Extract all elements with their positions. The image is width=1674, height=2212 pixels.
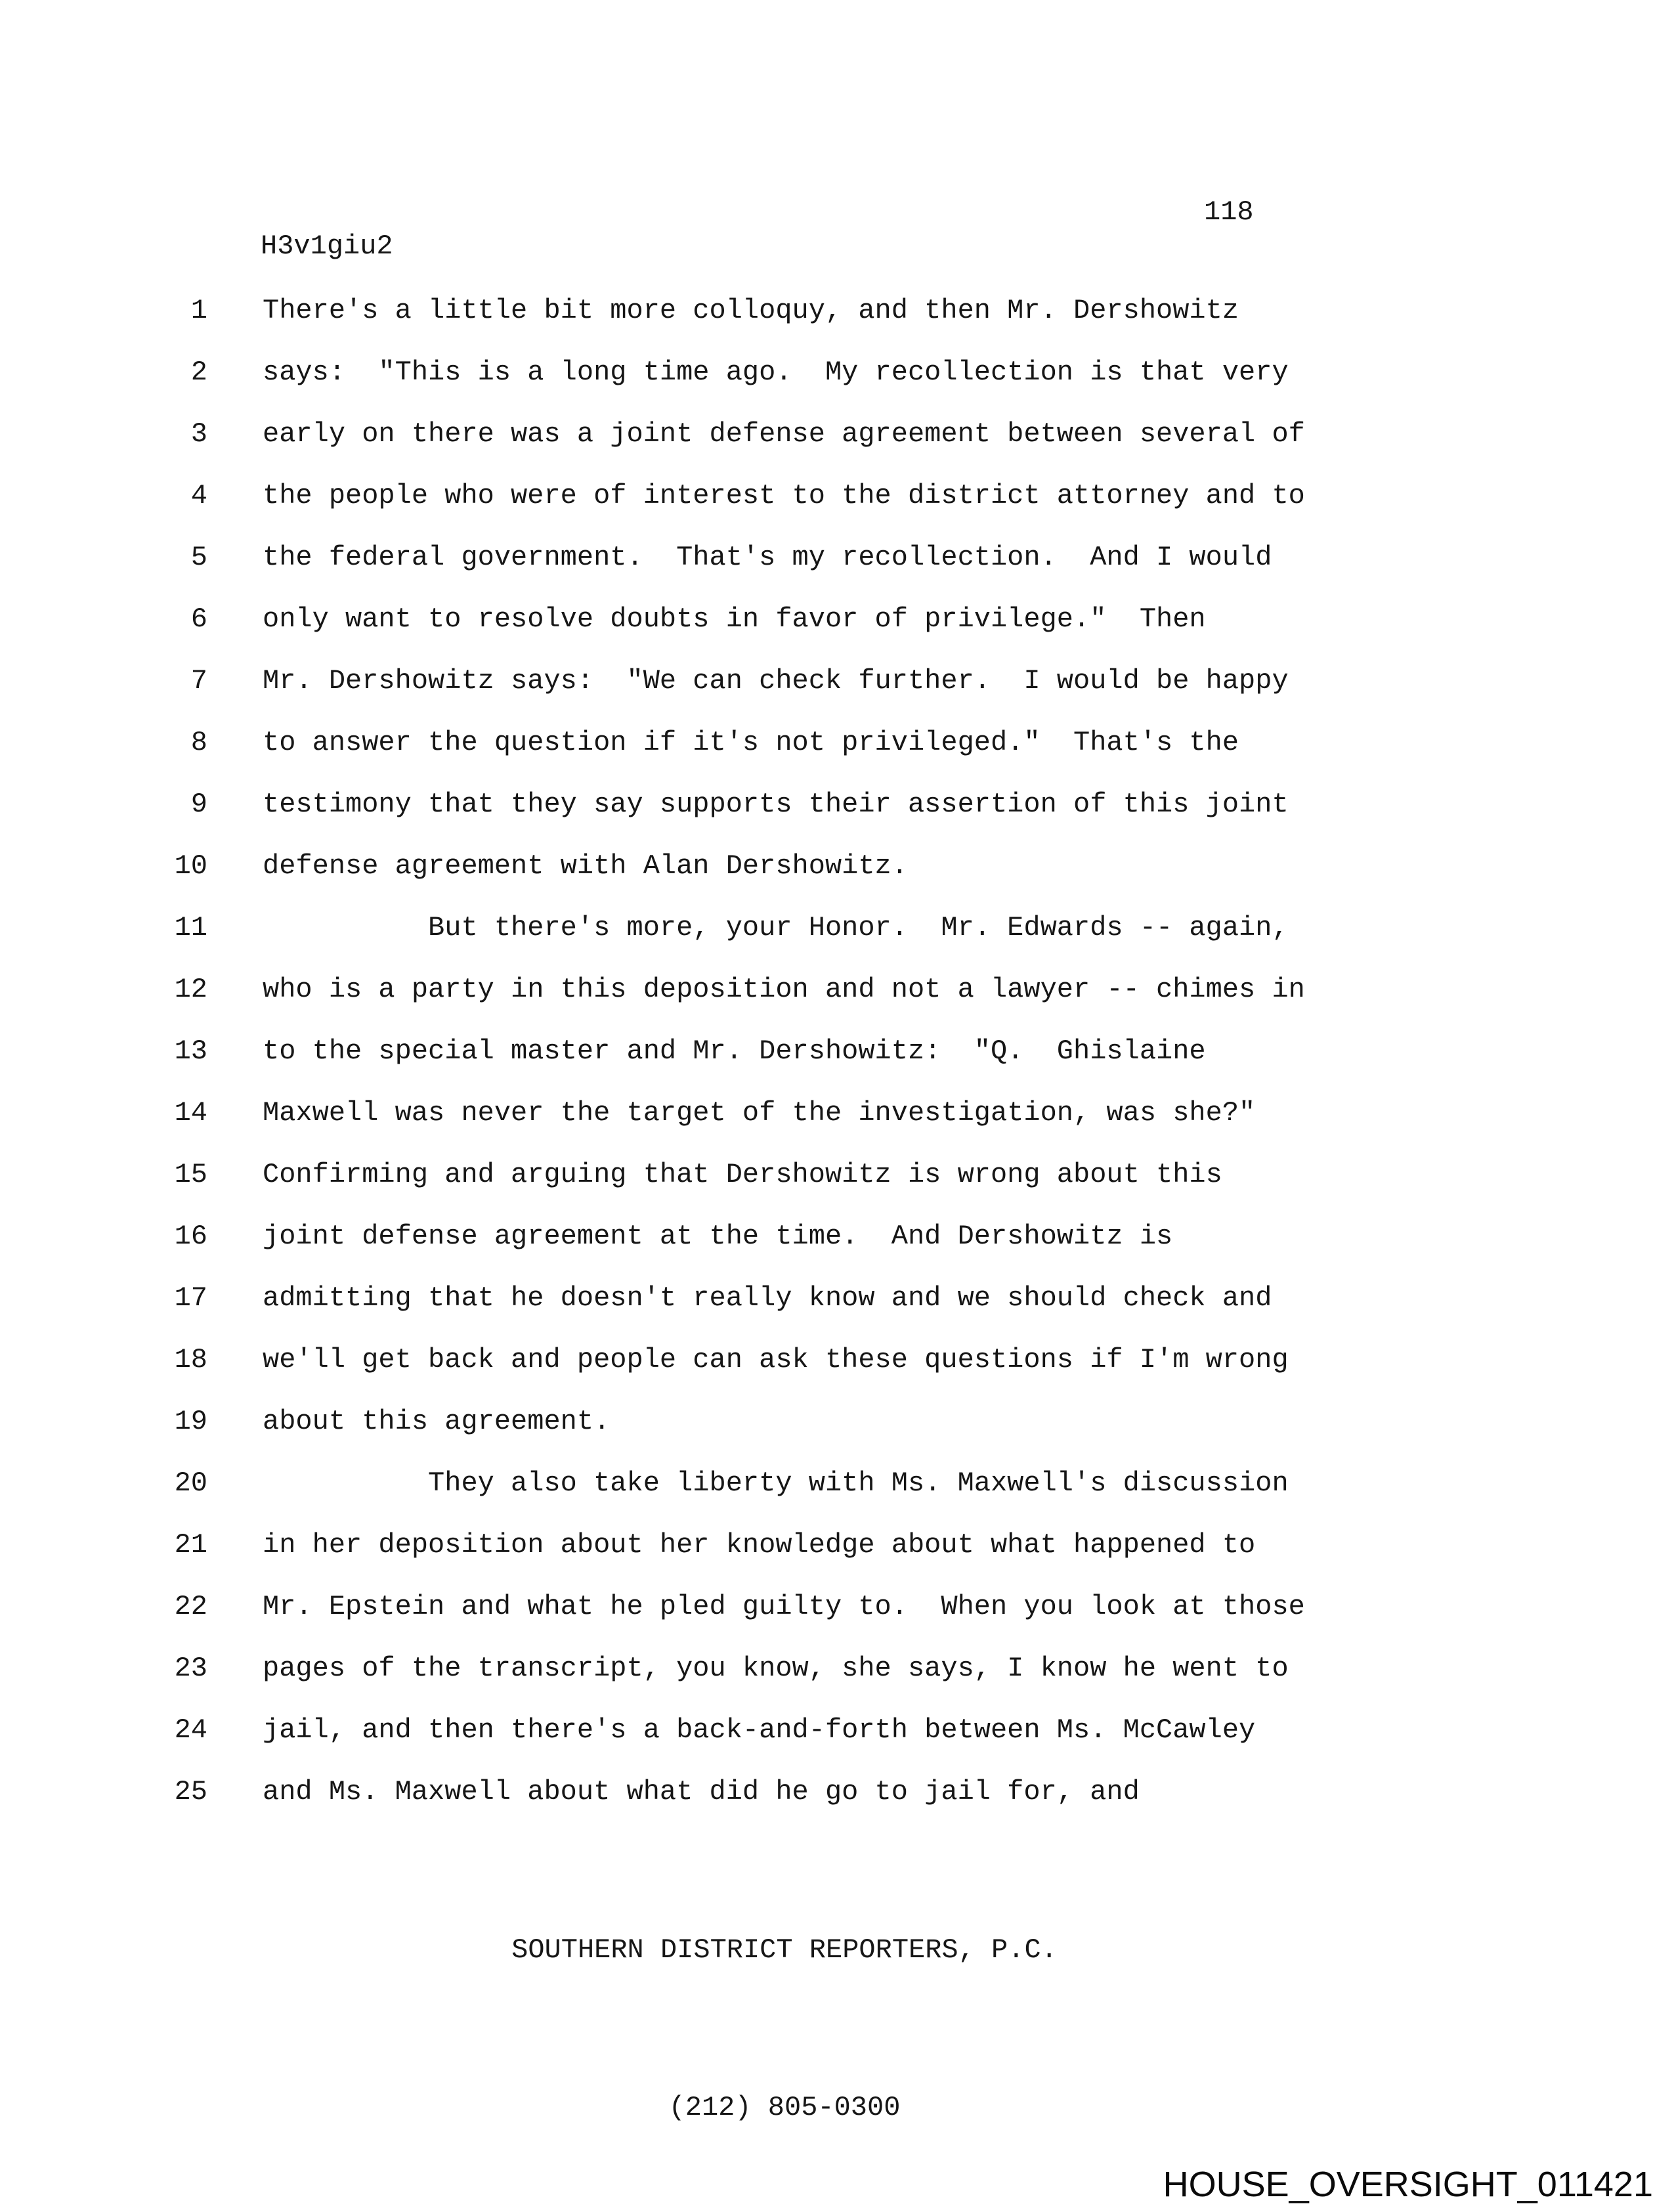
- line-text: the people who were of interest to the district attorney and to: [263, 480, 1305, 511]
- transcript-line: [0, 403, 1674, 465]
- line-number: 6: [190, 603, 207, 635]
- line-number: 23: [174, 1653, 207, 1684]
- line-text: to the special master and Mr. Dershowitz: "Q. Ghislaine: [263, 1035, 1206, 1067]
- line-number: 17: [174, 1282, 207, 1314]
- transcript-line: [0, 588, 1674, 650]
- line-number: 3: [190, 418, 207, 450]
- line-text: They also take liberty with Ms. Maxwell's discussion: [263, 1467, 1289, 1499]
- line-number: 11: [174, 912, 207, 943]
- transcript-line: [0, 1205, 1674, 1267]
- line-number: 10: [174, 850, 207, 882]
- line-number: 12: [174, 974, 207, 1005]
- line-text: But there's more, your Honor. Mr. Edwards -- again,: [263, 912, 1289, 943]
- line-number: 16: [174, 1221, 207, 1252]
- transcript-line: [0, 465, 1674, 527]
- transcript-line: [0, 773, 1674, 835]
- line-number: 21: [174, 1529, 207, 1561]
- transcript-line: [0, 341, 1674, 403]
- reporter-phone: (212) 805-0300: [668, 2092, 901, 2123]
- transcript-line: [0, 527, 1674, 588]
- line-number: 19: [174, 1406, 207, 1437]
- transcript-line: [0, 1699, 1674, 1761]
- transcript-line: [0, 835, 1674, 897]
- line-text: Mr. Dershowitz says: "We can check further. I would be happy: [263, 665, 1289, 697]
- line-number: 7: [190, 665, 207, 697]
- transcript-line: [0, 1082, 1674, 1144]
- transcript-line: [0, 1329, 1674, 1391]
- transcript-body: [0, 280, 1674, 1823]
- line-text: Maxwell was never the target of the investigation, was she?": [263, 1097, 1256, 1129]
- line-number: 5: [190, 542, 207, 573]
- line-text: pages of the transcript, you know, she says, I know he went to: [263, 1653, 1289, 1684]
- line-text: only want to resolve doubts in favor of privilege." Then: [263, 603, 1206, 635]
- line-text: early on there was a joint defense agreement between several of: [263, 418, 1305, 450]
- line-number: 15: [174, 1159, 207, 1190]
- reporter-name: SOUTHERN DISTRICT REPORTERS, P.C.: [511, 1934, 1058, 1966]
- line-number: 9: [190, 789, 207, 820]
- line-text: Confirming and arguing that Dershowitz is wrong about this: [263, 1159, 1222, 1190]
- line-text: testimony that they say supports their assertion of this joint: [263, 789, 1289, 820]
- transcript-line: [0, 712, 1674, 773]
- transcript-line: [0, 959, 1674, 1020]
- transcript-line: [0, 1761, 1674, 1823]
- line-text: defense agreement with Alan Dershowitz.: [263, 850, 908, 882]
- line-number: 8: [190, 727, 207, 758]
- line-text: we'll get back and people can ask these questions if I'm wrong: [263, 1344, 1289, 1376]
- line-text: who is a party in this deposition and not a lawyer -- chimes in: [263, 974, 1305, 1005]
- reporter-footer: [263, 1819, 1306, 2212]
- transcript-line: [0, 1452, 1674, 1514]
- line-text: and Ms. Maxwell about what did he go to jail for, and: [263, 1776, 1140, 1808]
- line-text: Mr. Epstein and what he pled guilty to. When you look at those: [263, 1591, 1305, 1622]
- transcript-line: [0, 1020, 1674, 1082]
- bates-number: HOUSE_OVERSIGHT_011421: [1163, 2165, 1653, 2204]
- line-text: jail, and then there's a back-and-forth between Ms. McCawley: [263, 1714, 1256, 1746]
- line-number: 20: [174, 1467, 207, 1499]
- transcript-line: [0, 1267, 1674, 1329]
- transcript-line: [0, 650, 1674, 712]
- line-number: 1: [190, 295, 207, 326]
- transcript-line: [0, 1514, 1674, 1576]
- line-number: 18: [174, 1344, 207, 1376]
- line-number: 13: [174, 1035, 207, 1067]
- line-number: 2: [190, 357, 207, 388]
- line-number: 25: [174, 1776, 207, 1808]
- line-text: says: "This is a long time ago. My recollection is that very: [263, 357, 1289, 388]
- line-text: in her deposition about her knowledge about what happened to: [263, 1529, 1256, 1561]
- transcript-line: [0, 897, 1674, 959]
- line-number: 22: [174, 1591, 207, 1622]
- line-text: There's a little bit more colloquy, and then Mr. Dershowitz: [263, 295, 1239, 326]
- transcript-line: [0, 1391, 1674, 1452]
- line-text: admitting that he doesn't really know and we should check and: [263, 1282, 1272, 1314]
- line-text: to answer the question if it's not privileged." That's the: [263, 727, 1239, 758]
- transcript-line: [0, 1576, 1674, 1637]
- line-text: the federal government. That's my recollection. And I would: [263, 542, 1272, 573]
- session-id: H3v1giu2: [261, 230, 393, 262]
- transcript-line: [0, 280, 1674, 341]
- line-number: 24: [174, 1714, 207, 1746]
- line-text: joint defense agreement at the time. And Dershowitz is: [263, 1221, 1173, 1252]
- line-text: about this agreement.: [263, 1406, 611, 1437]
- page-number: 118: [1204, 196, 1254, 228]
- line-number: 4: [190, 480, 207, 511]
- transcript-line: [0, 1144, 1674, 1205]
- transcript-line: [0, 1637, 1674, 1699]
- line-number: 14: [174, 1097, 207, 1129]
